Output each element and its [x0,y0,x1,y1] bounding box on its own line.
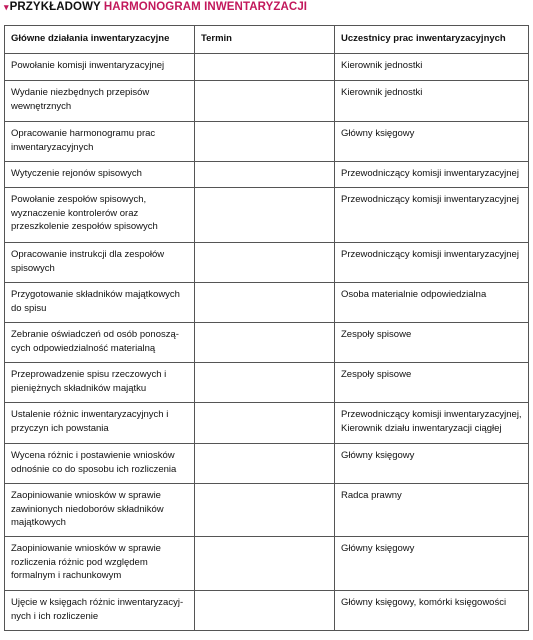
header-term: Termin [195,26,335,54]
title-main: HARMONOGRAM INWENTARYZACJI [103,1,308,13]
table-row [5,243,529,283]
term-cell [195,122,335,162]
term-cell [195,54,335,81]
participants-cell: Główny księgowy [335,537,529,591]
action-cell: Ujęcie w księgach różnic inwentaryzacyj-nych i ich rozliczenie [5,591,195,631]
participants-cell: Przewodniczący komisji inwentaryzacyjnej [335,243,529,283]
table-row [5,363,529,403]
schedule-table [4,25,529,631]
participants-cell: Kierownik jednostki [335,81,529,122]
participants-cell: Główny księgowy, komórki księgowości [335,591,529,631]
participants-cell: Przewodniczący komisji inwentaryzacyjnej [335,188,529,243]
participants-cell: Zespoły spisowe [335,363,529,403]
table-row [5,444,529,484]
table-row [5,403,529,444]
table-row [5,591,529,631]
action-cell: Ustalenie różnic inwentaryzacyjnych i przyczyn ich powstania [5,403,195,444]
header-row [5,26,529,54]
term-cell [195,403,335,444]
header-actions: Główne działania inwentaryzacyjne [5,26,195,54]
table-row [5,162,529,188]
term-cell [195,188,335,243]
participants-cell: Przewodniczący komisji inwentaryzacyjnej [335,162,529,188]
action-cell: Powołanie komisji inwentaryzacyjnej [5,54,195,81]
action-cell: Wytyczenie rejonów spisowych [5,162,195,188]
table-row [5,537,529,591]
action-cell: Opracowanie instrukcji dla zespołów spisowych [5,243,195,283]
participants-cell: Osoba materialnie odpowiedzialna [335,283,529,323]
table-row [5,81,529,122]
table-row [5,188,529,243]
header-participants: Uczestnicy prac inwentaryzacyjnych [335,26,529,54]
term-cell [195,484,335,537]
term-cell [195,162,335,188]
table-row [5,122,529,162]
action-cell: Powołanie zespołów spisowych, wyznaczenie kontrolerów oraz przeszkolenie zespołów spisowych [5,188,195,243]
term-cell [195,283,335,323]
action-cell: Wycena różnic i postawienie wniosków odnośnie co do sposobu ich rozliczenia [5,444,195,484]
participants-cell: Kierownik jednostki [335,54,529,81]
participants-cell: Główny księgowy [335,444,529,484]
term-cell [195,243,335,283]
table-row [5,283,529,323]
term-cell [195,323,335,363]
title-prefix: PRZYKŁADOWY [9,1,101,13]
term-cell [195,444,335,484]
participants-cell: Główny księgowy [335,122,529,162]
term-cell [195,591,335,631]
term-cell [195,363,335,403]
action-cell: Zebranie oświadczeń od osób ponoszą-cych odpowiedzialność materialną [5,323,195,363]
participants-cell: Radca prawny [335,484,529,537]
term-cell [195,537,335,591]
action-cell: Wydanie niezbędnych przepisów wewnętrznych [5,81,195,122]
action-cell: Opracowanie harmonogramu prac inwentaryzacyjnych [5,122,195,162]
action-cell: Przygotowanie składników majątkowych do spisu [5,283,195,323]
participants-cell: Przewodniczący komisji inwentaryzacyjnej, Kierownik działu inwentaryzacji ciągłej [335,403,529,444]
action-cell: Przeprowadzenie spisu rzeczowych i pieniężnych składników majątku [5,363,195,403]
table-row [5,54,529,81]
triangle-bullet-icon: ▾ [4,2,9,12]
table-row [5,323,529,363]
term-cell [195,81,335,122]
document-title [4,1,307,16]
participants-cell: Zespoły spisowe [335,323,529,363]
action-cell: Zaopiniowanie wniosków w sprawie zawinionych niedoborów składników majątkowych [5,484,195,537]
action-cell: Zaopiniowanie wniosków w sprawie rozliczenia różnic pod względem formalnym i rachunkowym [5,537,195,591]
table-row [5,484,529,537]
